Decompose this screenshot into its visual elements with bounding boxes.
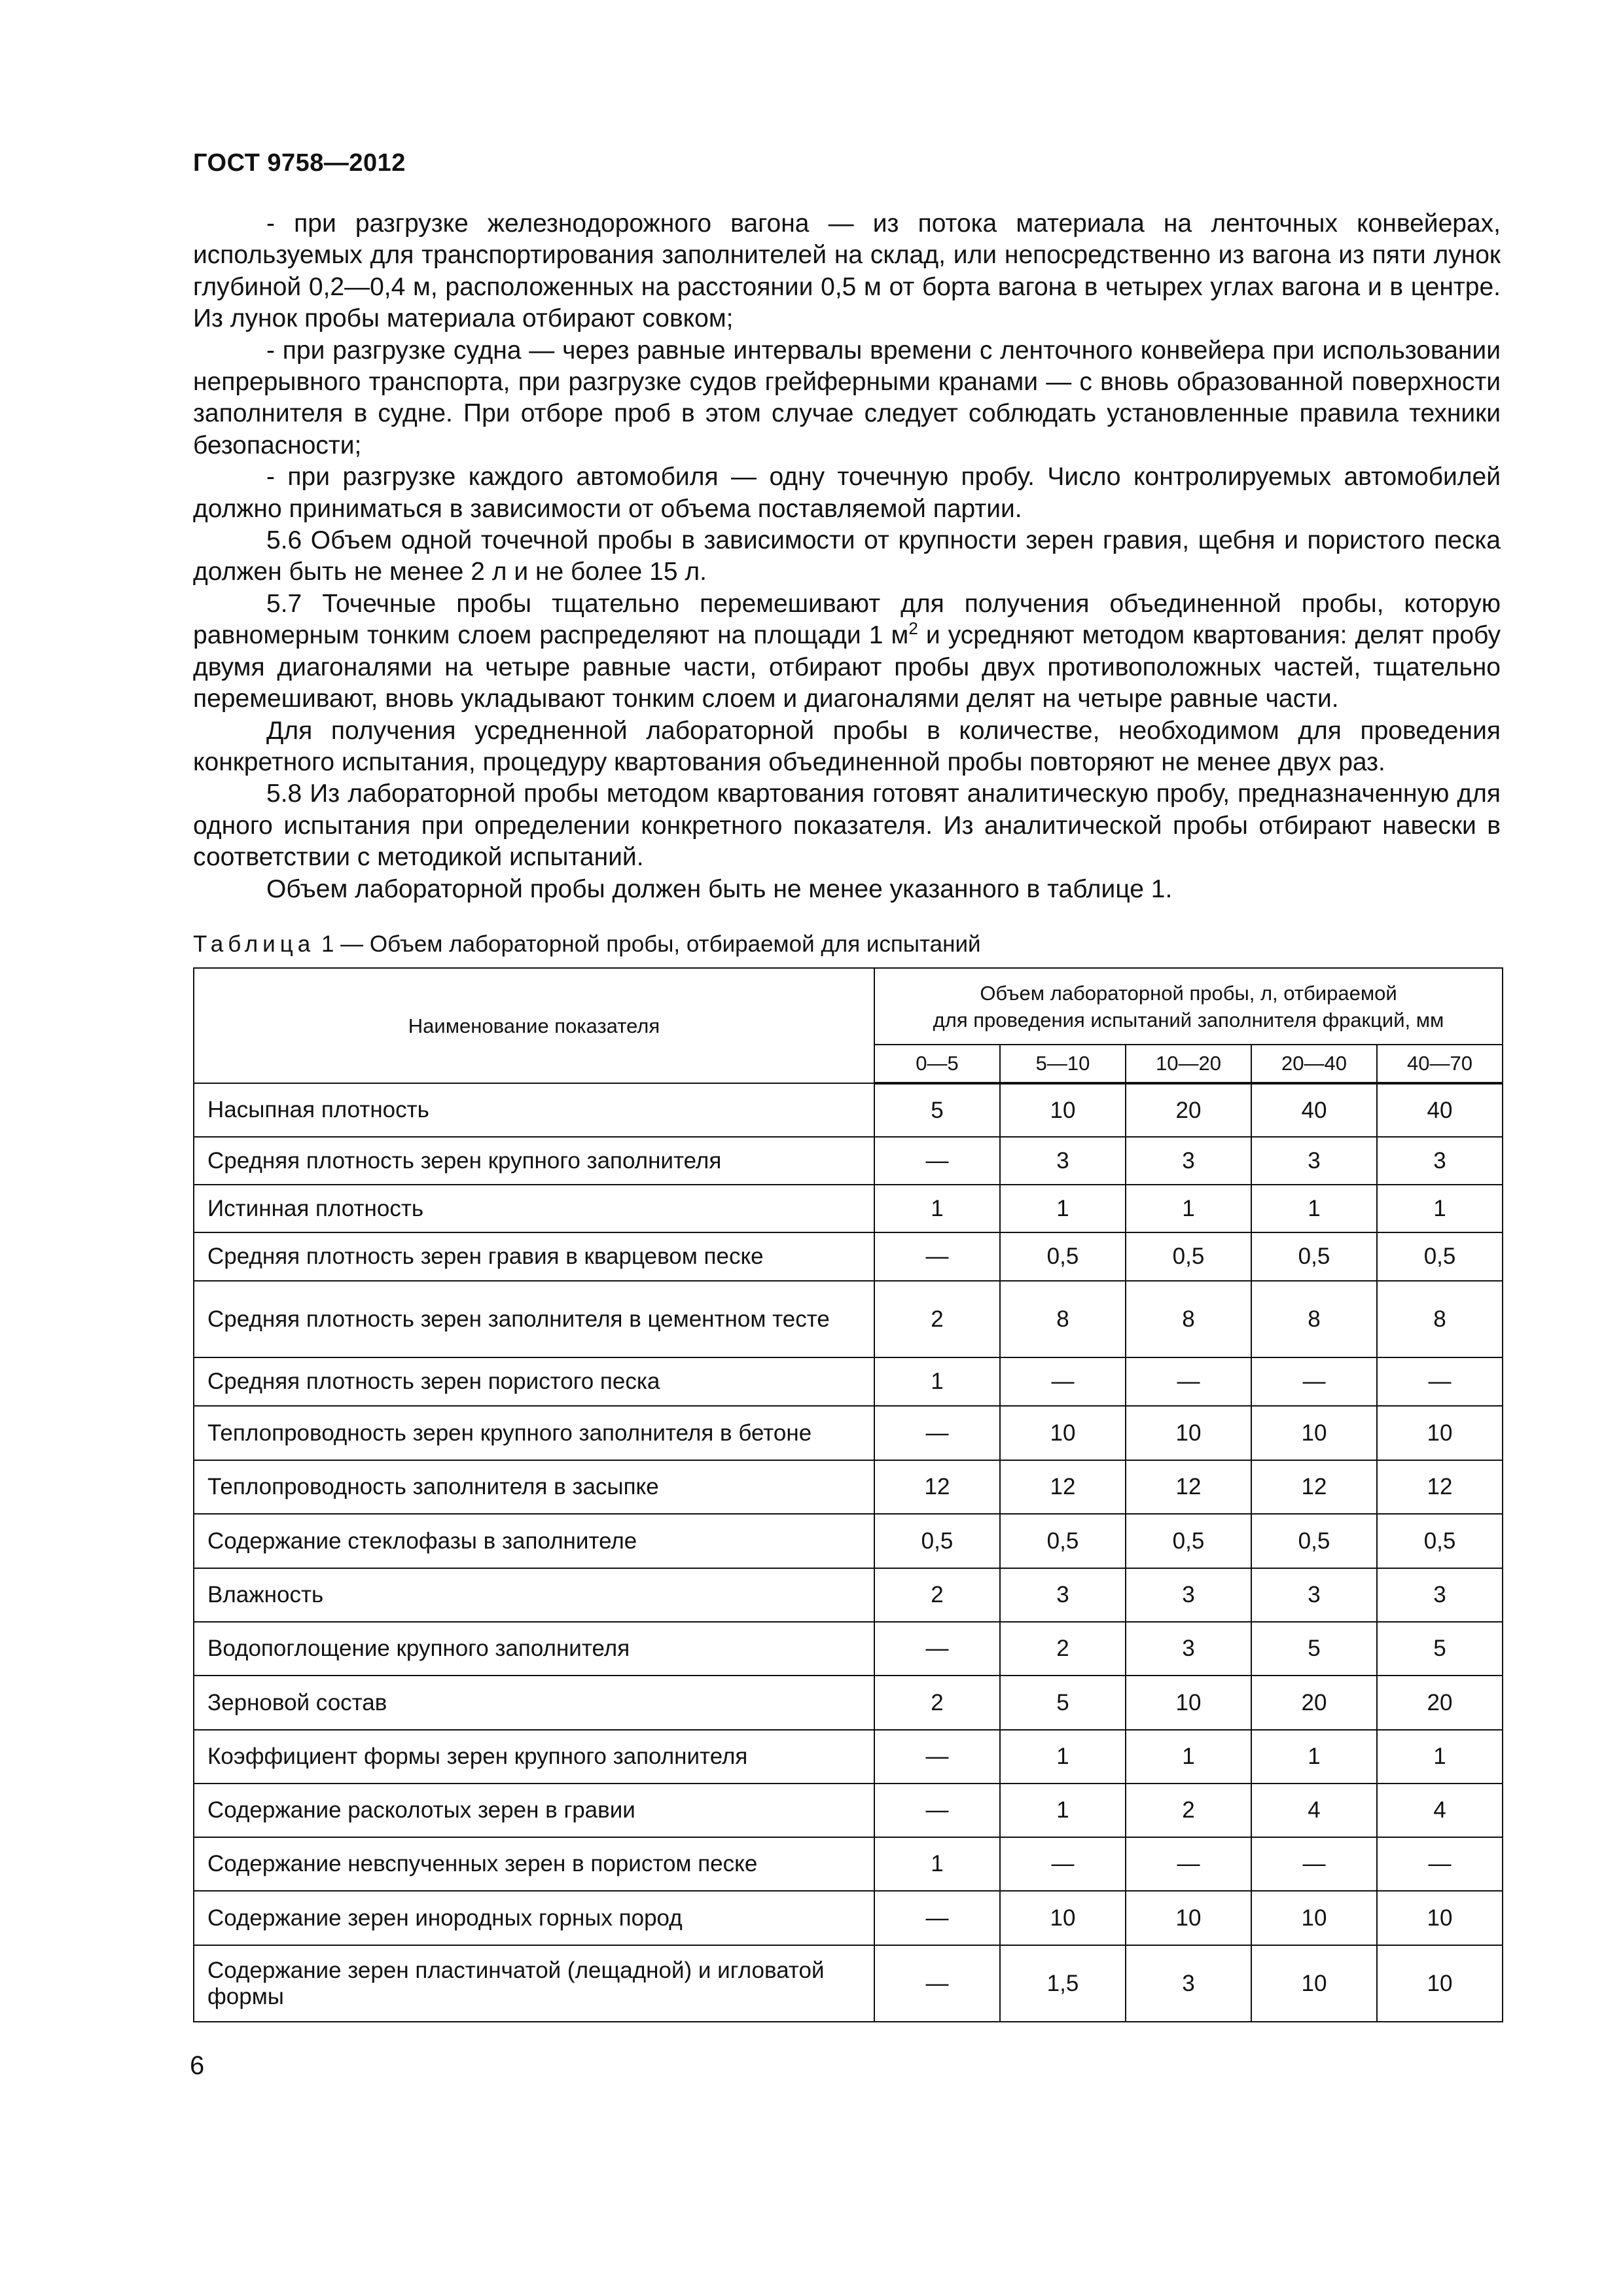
cell-value: 10 [1251, 1406, 1377, 1460]
row-name: Коэффициент формы зерен крупного заполнителя [194, 1730, 874, 1784]
row-name: Теплопроводность заполнителя в засыпке [194, 1460, 874, 1514]
cell-value: 0,5 [1251, 1232, 1377, 1281]
fraction-header: 10—20 [1126, 1045, 1251, 1083]
cell-value: — [874, 1784, 1000, 1837]
table-caption-label: Таблица [193, 931, 315, 957]
cell-value: 3 [1126, 1568, 1251, 1622]
cell-value: 1 [1126, 1185, 1251, 1232]
cell-value: — [1251, 1357, 1377, 1406]
cell-value: 2 [874, 1676, 1000, 1730]
cell-value: 5 [1377, 1622, 1503, 1676]
cell-value: — [1000, 1837, 1126, 1891]
cell-value: 8 [1251, 1281, 1377, 1357]
cell-value: 10 [1251, 1891, 1377, 1945]
cell-value: — [874, 1945, 1000, 2022]
table-row [194, 1676, 1503, 1730]
fraction-header: 20—40 [1251, 1045, 1377, 1083]
row-name: Содержание расколотых зерен в гравии [194, 1784, 874, 1837]
cell-value: 20 [1377, 1676, 1503, 1730]
cell-value: 1 [1251, 1730, 1377, 1784]
paragraph: - при разгрузке каждого автомобиля — одну точечную пробу. Число контролируемых автомобилей должно приниматься в зависимости от объема поставляемой партии. [193, 463, 1501, 523]
column-header-name: Наименование показателя [194, 968, 874, 1083]
cell-value: — [874, 1232, 1000, 1281]
cell-value: — [874, 1622, 1000, 1676]
table-caption [193, 931, 981, 958]
cell-value: 2 [1126, 1784, 1251, 1837]
cell-value: 1 [1377, 1185, 1503, 1232]
table-row [194, 1357, 1503, 1406]
cell-value: 1 [1126, 1730, 1251, 1784]
cell-value: 4 [1377, 1784, 1503, 1837]
cell-value: — [874, 1891, 1000, 1945]
cell-value: 3 [1251, 1568, 1377, 1622]
cell-value: 8 [1000, 1281, 1126, 1357]
cell-value: 0,5 [1126, 1514, 1251, 1568]
cell-value: 2 [874, 1568, 1000, 1622]
cell-value: 1 [874, 1837, 1000, 1891]
cell-value: 10 [1377, 1406, 1503, 1460]
row-name: Содержание зерен инородных горных пород [194, 1891, 874, 1945]
table-row [194, 1281, 1503, 1357]
cell-value: 1 [1000, 1185, 1126, 1232]
cell-value: 12 [1000, 1460, 1126, 1514]
table-row [194, 1891, 1503, 1945]
table-row [194, 1730, 1503, 1784]
cell-value: 3 [1000, 1568, 1126, 1622]
cell-value: 10 [1000, 1083, 1126, 1137]
cell-value: — [874, 1137, 1000, 1185]
cell-value: — [1126, 1357, 1251, 1406]
table-row [194, 1083, 1503, 1137]
fraction-header: 0—5 [874, 1045, 1000, 1083]
row-name: Содержание стеклофазы в заполнителе [194, 1514, 874, 1568]
table-row [194, 1232, 1503, 1281]
row-name: Средняя плотность зерен заполнителя в цементном тесте [194, 1281, 874, 1357]
data-table [193, 967, 1503, 2022]
paragraph-text: 5.7 Точечные пробы тщательно перемешивают для получения объединенной пробы, которую равномерным тонким слоем распределяют на площади 1 м [193, 589, 1501, 650]
group-header-line: для проведения испытаний заполнителя фракций, мм [933, 1008, 1444, 1031]
row-name: Содержание зерен пластинчатой (лещадной) и игловатой формы [194, 1945, 874, 2022]
cell-value: 10 [1377, 1891, 1503, 1945]
cell-value: 0,5 [874, 1514, 1000, 1568]
cell-value: 8 [1126, 1281, 1251, 1357]
cell-value: 0,5 [1000, 1514, 1126, 1568]
fraction-header: 5—10 [1000, 1045, 1126, 1083]
cell-value: 8 [1377, 1281, 1503, 1357]
cell-value: 3 [1251, 1137, 1377, 1185]
cell-value: — [874, 1406, 1000, 1460]
cell-value: 3 [1377, 1137, 1503, 1185]
cell-value: 10 [1000, 1891, 1126, 1945]
table-row [194, 1185, 1503, 1232]
paragraph: - при разгрузке судна — через равные интервалы времени с ленточного конвейера при использовании непрерывного транспорта, при разгрузке судов грейферными кранами — с вновь образованной поверхности заполнителя в судне. При отборе проб в этом случае следует соблюдать установленные правила техники безопасности; [193, 336, 1501, 459]
paragraph: 5.6 Объем одной точечной пробы в зависимости от крупности зерен гравия, щебня и пористого песка должен быть не менее 2 л и не более 15 л. [193, 526, 1501, 586]
cell-value: 12 [1377, 1460, 1503, 1514]
paragraph-5-7 [193, 588, 1501, 715]
paragraph-text: и усредняют методом квартования: делят пробу двумя диагоналями на четыре равные части, отбирают пробы двух противоположных частей, тщательно перемешивают, вновь укладывают тонким слоем и диагоналями делят на четыре равные части. [193, 621, 1501, 713]
cell-value: 2 [874, 1281, 1000, 1357]
fraction-header: 40—70 [1377, 1045, 1503, 1083]
cell-value: 1 [1000, 1730, 1126, 1784]
paragraph: - при разгрузке железнодорожного вагона — из потока материала на ленточных конвейерах, используемых для транспортирования заполнителей на склад, или непосредственно из вагона из пяти лунок глубиной 0,2—0,4 м, расположенных на расстоянии 0,5 м от борта вагона в четырех углах вагона и в центре. Из лунок пробы материала отбирают совком; [193, 209, 1501, 333]
cell-value: — [1126, 1837, 1251, 1891]
cell-value: 10 [1251, 1945, 1377, 2022]
cell-value: 1 [874, 1185, 1000, 1232]
cell-value: 4 [1251, 1784, 1377, 1837]
table-row [194, 1945, 1503, 2022]
cell-value: 3 [1377, 1568, 1503, 1622]
cell-value: 1,5 [1000, 1945, 1126, 2022]
cell-value: 3 [1126, 1137, 1251, 1185]
column-group-header [874, 968, 1503, 1045]
cell-value: 3 [1000, 1137, 1126, 1185]
table-row [194, 1137, 1503, 1185]
cell-value: — [1377, 1357, 1503, 1406]
cell-value: 12 [1251, 1460, 1377, 1514]
row-name: Влажность [194, 1568, 874, 1622]
superscript: 2 [908, 619, 918, 639]
body-text [193, 208, 1501, 905]
cell-value: 10 [1126, 1406, 1251, 1460]
row-name: Средняя плотность зерен гравия в кварцевом песке [194, 1232, 874, 1281]
cell-value: — [1251, 1837, 1377, 1891]
cell-value: 10 [1126, 1891, 1251, 1945]
table-caption-text: 1 — Объем лабораторной пробы, отбираемой для испытаний [315, 931, 981, 957]
cell-value: — [1000, 1357, 1126, 1406]
cell-value: 40 [1251, 1083, 1377, 1137]
cell-value: 0,5 [1377, 1232, 1503, 1281]
cell-value: 10 [1000, 1406, 1126, 1460]
cell-value: 5 [874, 1083, 1000, 1137]
cell-value: 20 [1126, 1083, 1251, 1137]
row-name: Насыпная плотность [194, 1083, 874, 1137]
cell-value: 5 [1000, 1676, 1126, 1730]
cell-value: 10 [1126, 1676, 1251, 1730]
row-name: Зерновой состав [194, 1676, 874, 1730]
cell-value: — [874, 1730, 1000, 1784]
row-name: Истинная плотность [194, 1185, 874, 1232]
table-row [194, 1406, 1503, 1460]
cell-value: 12 [1126, 1460, 1251, 1514]
row-name: Средняя плотность зерен крупного заполнителя [194, 1137, 874, 1185]
cell-value: 1 [1377, 1730, 1503, 1784]
table-row [194, 1460, 1503, 1514]
table-row [194, 1514, 1503, 1568]
page-number: 6 [190, 2051, 205, 2080]
row-name: Содержание невспученных зерен в пористом песке [194, 1837, 874, 1891]
cell-value: 0,5 [1126, 1232, 1251, 1281]
cell-value: 20 [1251, 1676, 1377, 1730]
cell-value: 0,5 [1377, 1514, 1503, 1568]
row-name: Теплопроводность зерен крупного заполнителя в бетоне [194, 1406, 874, 1460]
cell-value: 3 [1126, 1622, 1251, 1676]
cell-value: 0,5 [1251, 1514, 1377, 1568]
cell-value: 2 [1000, 1622, 1126, 1676]
table-row [194, 1622, 1503, 1676]
table-row [194, 1784, 1503, 1837]
cell-value: — [1377, 1837, 1503, 1891]
cell-value: 3 [1126, 1945, 1251, 2022]
group-header-line: Объем лабораторной пробы, л, отбираемой [980, 981, 1397, 1005]
cell-value: 5 [1251, 1622, 1377, 1676]
paragraph: Для получения усредненной лабораторной пробы в количестве, необходимом для проведения конкретного испытания, процедуру квартования объединенной пробы повторяют не менее двух раз. [193, 716, 1501, 776]
cell-value: 0,5 [1000, 1232, 1126, 1281]
cell-value: 40 [1377, 1083, 1503, 1137]
cell-value: 1 [1251, 1185, 1377, 1232]
cell-value: 12 [874, 1460, 1000, 1514]
cell-value: 1 [1000, 1784, 1126, 1837]
cell-value: 10 [1377, 1945, 1503, 2022]
row-name: Водопоглощение крупного заполнителя [194, 1622, 874, 1676]
table-row [194, 1568, 1503, 1622]
paragraph: Объем лабораторной пробы должен быть не менее указанного в таблице 1. [266, 874, 1173, 903]
row-name: Средняя плотность зерен пористого песка [194, 1357, 874, 1406]
cell-value: 1 [874, 1357, 1000, 1406]
paragraph: 5.8 Из лабораторной пробы методом квартования готовят аналитическую пробу, предназначенную для одного испытания при определении конкретного показателя. Из аналитической пробы отбирают навески в соответствии с методикой испытаний. [193, 780, 1501, 872]
table-row [194, 1837, 1503, 1891]
document-header: ГОСТ 9758—2012 [193, 149, 406, 177]
